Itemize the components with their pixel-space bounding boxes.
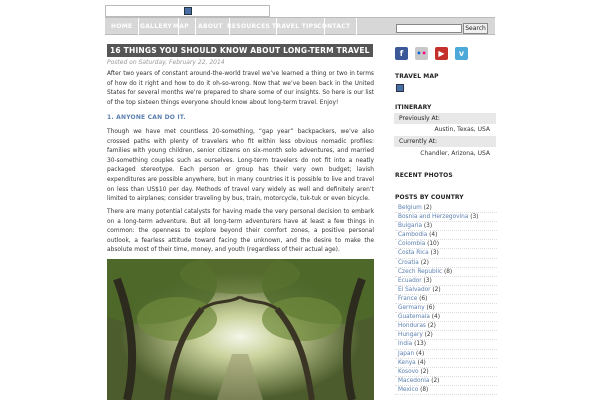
country-count: (4) — [417, 359, 426, 366]
country-link[interactable]: Kosovo — [398, 368, 419, 375]
vimeo-icon[interactable]: v — [455, 47, 468, 60]
tree-avenue-illustration — [107, 259, 374, 400]
list-item — [395, 304, 497, 313]
country-list — [395, 204, 497, 395]
search-button[interactable]: Search — [463, 23, 488, 34]
country-count: (2) — [427, 323, 436, 330]
post-date: Posted on Saturday, February 22, 2014 — [107, 59, 225, 66]
list-item — [395, 268, 497, 277]
country-count: (10) — [427, 241, 439, 248]
header-banner — [105, 5, 270, 17]
country-count: (6) — [419, 295, 428, 302]
country-link[interactable]: France — [398, 295, 418, 302]
itinerary-heading: ITINERARY — [395, 104, 432, 111]
post-paragraph: There are many potential catalysts for having made the very personal decision to embark on a long-term adventure. But all long-term adventurers have at least a few things in common: the openness to explore beyond their comfort zones, a positive personal outlook, a fearless attitude toward facing the unknown, and the desire to make the absolute most of their time, money, and youth (regardless of their actual age). — [107, 209, 374, 254]
country-count: (2) — [420, 368, 429, 375]
nav-travel-tips[interactable]: TRAVEL TIPS — [266, 18, 325, 35]
list-item — [395, 359, 497, 368]
travel-map-icon[interactable] — [396, 84, 404, 92]
country-count: (3) — [430, 250, 439, 257]
country-count: (2) — [424, 332, 433, 339]
country-link[interactable]: Ecuador — [398, 277, 422, 284]
country-link[interactable]: Hungary — [398, 332, 423, 339]
country-link[interactable]: Japan — [398, 350, 415, 357]
nav-about[interactable]: ABOUT — [192, 18, 230, 35]
posts-by-country-heading: POSTS BY COUNTRY — [395, 194, 464, 201]
country-link[interactable]: Guatemala — [398, 314, 430, 321]
country-count: (4) — [431, 314, 440, 321]
list-item — [395, 249, 497, 258]
list-item — [395, 295, 497, 304]
country-count: (13) — [414, 341, 426, 348]
country-link[interactable]: Mexico — [398, 386, 419, 393]
list-item — [395, 322, 497, 331]
country-link[interactable]: Honduras — [398, 323, 426, 330]
country-link[interactable]: Croatia — [398, 259, 419, 266]
previously-at-label: Previously At: — [394, 113, 496, 124]
country-link[interactable]: Bosnia and Herzegovina — [398, 214, 469, 221]
country-count: (3) — [423, 277, 432, 284]
country-count: (2) — [431, 377, 440, 384]
country-link[interactable]: Czech Republic — [398, 268, 443, 275]
country-count: (4) — [416, 350, 425, 357]
country-count: (6) — [426, 305, 435, 312]
list-item — [395, 331, 497, 340]
nav-map[interactable]: MAP — [167, 18, 196, 35]
site-logo-icon — [184, 7, 192, 15]
list-item — [395, 222, 497, 231]
travel-map-heading: TRAVEL MAP — [395, 73, 439, 80]
list-item — [395, 340, 497, 349]
country-link[interactable]: Macedonia — [398, 377, 430, 384]
country-count: (2) — [420, 259, 429, 266]
post-intro: After two years of constant around-the-world travel we’ve learned a thing or two in terms of how do it right and how to do it oh-so-wrong. Now that we’ve been back in the United States for several months we’re prepared to share some of our insights. So here is our list of the top sixteen things everyone should know about long-term travel. Enjoy! — [107, 71, 374, 106]
country-link[interactable]: Colombia — [398, 241, 426, 248]
nav-home[interactable]: HOME — [105, 18, 139, 35]
country-link[interactable]: Cambodia — [398, 232, 428, 239]
country-link[interactable]: Belgium — [398, 205, 422, 211]
country-count: (3) — [423, 223, 433, 230]
list-item — [395, 350, 497, 359]
currently-at-value: Chandler, Arizona, USA — [420, 150, 490, 157]
country-count: (8) — [420, 386, 429, 393]
post-title[interactable]: 16 THINGS YOU SHOULD KNOW ABOUT LONG-TERM TRAVEL — [110, 46, 370, 55]
nav-contact[interactable]: CONTACT — [311, 18, 357, 35]
post-paragraph: Though we have met countless 20-something, “gap year” backpackers, we’ve also crossed paths with plenty of travelers who fit within less obvious nomadic profiles: families with young children, senior citizens on six-month solo adventures, and married 30-something couples such as ourselves. Long-term travelers do not fit into a neatly packaged stereotype. Each person or group has their very own budget; lavish expenditures are possible anywhere, but in many countries it is possible to live and travel on less than US$10 per day. Methods of travel vary widely as well and definitely aren’t limited to airplanes; consider traveling by bus, train, motorcycle, tuk-tuk or even bicycle. — [107, 129, 374, 203]
recent-photos-heading: RECENT PHOTOS — [395, 172, 453, 179]
list-item — [395, 259, 497, 268]
list-item — [395, 377, 497, 386]
previously-at-value: Austin, Texas, USA — [434, 126, 490, 133]
flickr-icon[interactable]: •• — [416, 49, 427, 58]
currently-at-label: Currently At: — [394, 136, 496, 147]
list-item — [395, 213, 497, 222]
country-link[interactable]: Kenya — [398, 359, 416, 366]
country-link[interactable]: Bulgaria — [398, 223, 423, 230]
country-link[interactable]: El Salvador — [398, 286, 431, 293]
country-count: (2) — [423, 205, 432, 211]
post-title-bar — [107, 44, 373, 57]
country-count: (8) — [443, 268, 453, 275]
list-item — [395, 286, 497, 295]
country-link[interactable]: Germany — [398, 305, 425, 312]
list-item — [395, 204, 497, 213]
nav-resources[interactable]: RESOURCES — [221, 18, 277, 35]
country-count: (2) — [432, 286, 441, 293]
youtube-icon[interactable]: ▶ — [435, 47, 448, 60]
post-photo-tree-avenue — [107, 259, 374, 400]
country-link[interactable]: Costa Rica — [398, 250, 429, 257]
list-item — [395, 240, 497, 249]
country-link[interactable]: India — [398, 341, 413, 348]
nav-gallery[interactable]: GALLERY — [134, 18, 179, 35]
list-item — [395, 386, 497, 395]
list-item — [395, 313, 497, 322]
section-heading: 1. ANYONE CAN DO IT. — [107, 114, 186, 121]
list-item — [395, 368, 497, 377]
country-count: (4) — [429, 232, 438, 239]
facebook-icon[interactable]: f — [395, 47, 408, 60]
country-count: (3) — [470, 214, 479, 221]
search-input[interactable] — [396, 24, 462, 33]
list-item — [395, 277, 497, 286]
list-item — [395, 231, 497, 240]
